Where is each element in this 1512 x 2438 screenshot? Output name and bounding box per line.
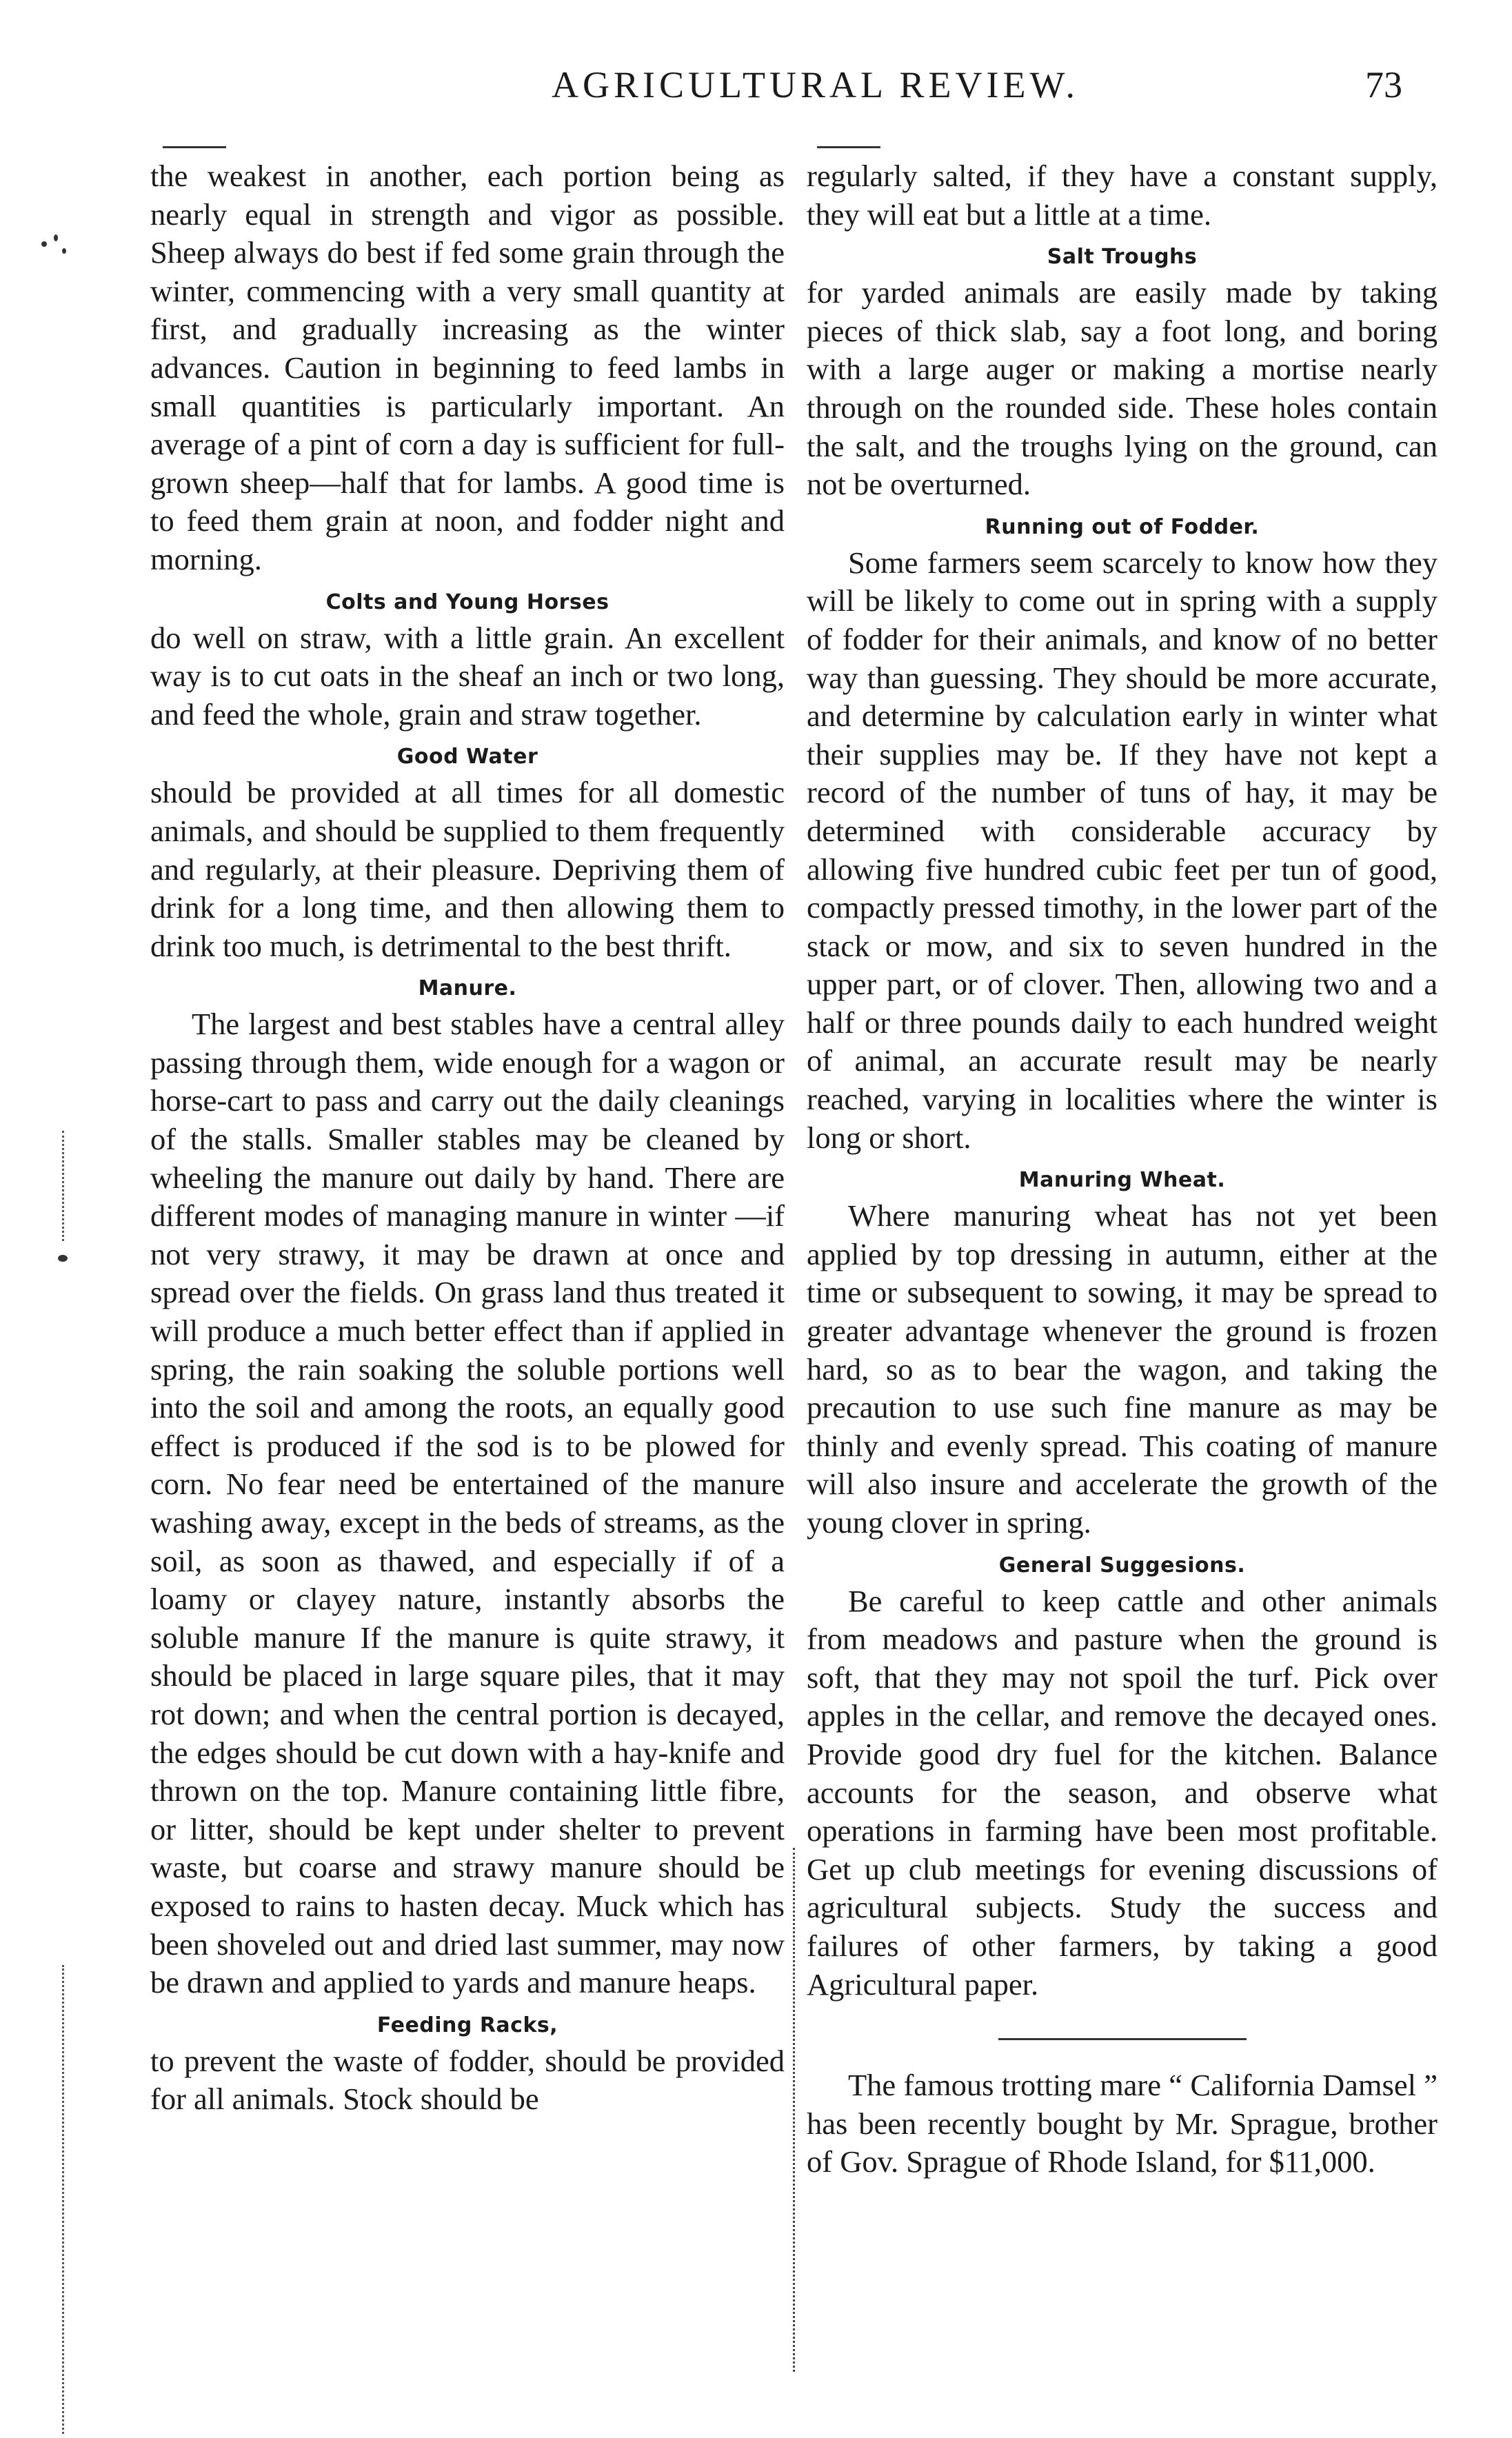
heading-manuring-wheat: Manuring Wheat.	[1018, 1168, 1226, 1193]
page-number: 73	[1365, 64, 1402, 105]
heading-feeding-racks: Feeding Racks,	[376, 2013, 558, 2037]
paragraph-general-suggestions: Be careful to keep cattle and other animals from meadows and pasture when the ground is soft, that they may not spoil the turf. Pick over apples in the cellar, and remove the decayed ones. Provide good dry fuel for the kitchen. Balance accounts for the season, and observe what operations in farming have been most profitable. Get up club meetings for evening discussions of agricultural subjects. Study the success and failures of other farmers, by taking a good Agricultural paper.	[807, 1583, 1438, 2002]
paragraph-feeding-racks: to prevent the waste of fodder, should be provided for all animals. Stock should be	[150, 2043, 785, 2117]
left-column	[150, 157, 785, 2119]
right-column-top-rule	[817, 146, 880, 148]
heading-colts: Colts and Young Horses	[325, 590, 609, 614]
running-title: AGRICULTURAL REVIEW.	[552, 64, 1079, 105]
paragraph-running-out-of-fodder: Some farmers seem scarcely to know how they will be likely to come out in spring with a supply of fodder for their animals, and know of no better way than guessing. They should be more accurate, and determine by calculation early in winter what their supplies may be. If they have not kept a record of the number of tuns of hay, it may be determined with considerable accuracy by allowing five hundred cubic feet per tun of good, compactly pressed timothy, in the lower part of the stack or mow, and six to seven hundred in the upper part, or of clover. Then, allowing two and a half or three pounds daily to each hundred weight of animal, an accurate result may be nearly reached, varying in localities where the winter is long or short.	[807, 545, 1438, 1155]
paragraph-california-damsel: The famous trotting mare “ California Damsel ” has been recently bought by Mr. Sprague, brother of Gov. Sprague of Rhode Island, for $11,000.	[807, 2068, 1438, 2179]
left-column-top-rule	[163, 146, 226, 148]
paragraph-manure: The largest and best stables have a central alley passing through them, wide enough for a wagon or horse-cart to pass and carry out the daily cleanings of the stalls. Smaller stables may be cleaned by wheeling the manure out daily by hand. There are different modes of managing manure in winter —if not very strawy, it may be drawn at once and spread over the fields. On grass land thus treated it will produce a much better effect than if applied in spring, the rain soaking the soluble portions well into the soil and among the roots, an equally good effect is produced if the sod is to be plowed for corn. No fear need be entertained of the manure washing away, except in the beds of streams, as the soil, as soon as thawed, and especially if of a loamy or clayey nature, instantly absorbs the soluble manure If the manure is quite strawy, it should be placed in large square piles, that it may rot down; and when the central portion is decayed, the edges should be cut down with a hay-knife and thrown on the top. Manure containing little fibre, or litter, should be kept under shelter to prevent waste, but coarse and strawy manure should be exposed to rains to hasten decay. Muck which has been shoveled out and dried last summer, may now be drawn and applied to yards and manure heaps.	[150, 1007, 785, 2000]
right-column	[807, 157, 1438, 2182]
binding-margin-marks	[28, 0, 90, 2438]
paragraph-good-water: should be provided at all times for all domestic animals, and should be supplied to them frequently and regularly, at their pleasure. Depriving them of drink for a long time, and then allowing them to drink too much, is detrimental to the best thrift.	[150, 775, 785, 963]
heading-manure: Manure.	[418, 976, 517, 1001]
page-header	[0, 63, 1512, 125]
section-separator-rule	[998, 2038, 1247, 2040]
heading-general-suggestions: General Suggesions.	[998, 1553, 1246, 1578]
column-divider-mark	[793, 1848, 795, 2372]
paragraph-salt-troughs: for yarded animals are easily made by taking pieces of thick slab, say a foot long, and boring with a large auger or making a mortise nearly through on the rounded side. These holes contain the salt, and the troughs lying on the ground, can not be overturned.	[807, 275, 1438, 502]
heading-salt-troughs: Salt Troughs	[1047, 245, 1198, 270]
paragraph-salting-continued: regularly salted, if they have a constant supply, they will eat but a little at a time.	[807, 159, 1438, 232]
heading-running-out-of-fodder: Running out of Fodder.	[985, 514, 1260, 539]
heading-good-water: Good Water	[396, 745, 538, 769]
paragraph-sheep-continued: the weakest in another, each portion being as nearly equal in strength and vigor as possible. Sheep always do best if fed some grain through the winter, commencing with a very small quantity at first, and gradually increasing as the winter advances. Caution in beginning to feed lambs in small quantities is particularly important. An average of a pint of corn a day is sufficient for full-grown sheep—half that for lambs. A good time is to feed them grain at noon, and fodder night and morning.	[150, 159, 785, 576]
paragraph-manuring-wheat: Where manuring wheat has not yet been applied by top dressing in autumn, either at the time or subsequent to sowing, it may be spread to greater advantage whenever the ground is frozen hard, so as to bear the wagon, and taking the precaution to use such fine manure as may be thinly and evenly spread. This coating of manure will also insure and accelerate the growth of the young clover in spring.	[807, 1198, 1438, 1540]
paragraph-colts: do well on straw, with a little grain. An excellent way is to cut oats in the sheaf an inch or two long, and feed the whole, grain and straw together.	[150, 620, 785, 732]
